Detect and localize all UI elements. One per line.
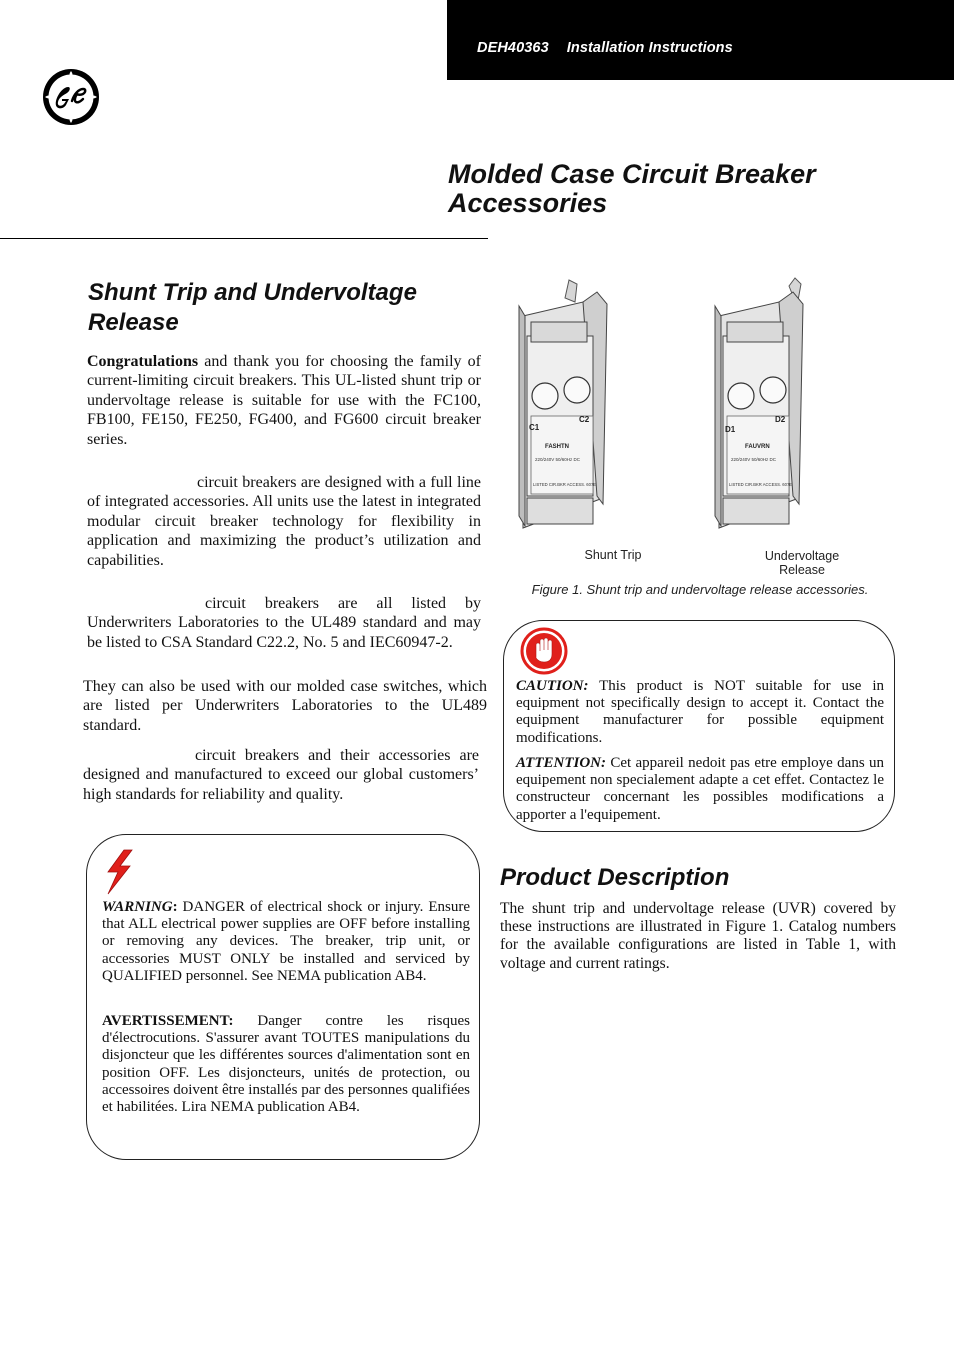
warning-body: DANGER of electrical shock or injury. Ensure that ALL electrical power supplies are OFF before installing or removing any devices. The breaker, trip unit, or accessories MUST ONLY be installed and serviced by QUALIFIED personnel. See NEMA publication AB4. [102,899,471,984]
warning-text: WARNING: DANGER of electrical shock or injury. Ensure that ALL electrical power supplies are OFF before installing or removing any devices. The breaker, trip unit, or accessories MUST ONLY be installed and serviced by QUALIFIED personnel. See NEMA publication AB4. [102,899,471,984]
header-text [477,40,733,56]
paragraph-quality: circuit breakers and their accessories are designed and manufactured to exceed our global customers’ high standards for reliability and quality. [83,747,479,803]
shunt-trip-device-image [519,280,607,528]
stop-hand-icon [520,627,568,675]
intro-text: and thank you for choosing the family of current-limiting circuit breakers. This UL-listed shunt trip or undervoltage release is suitable for use with the FC100, FB100, FE150, FE250, FG400, and FG600 circuit breaker series. [87,353,482,448]
doc-type: Installation Instructions [566,40,733,56]
page-title: Molded Case Circuit Breaker Accessories [448,159,816,218]
avertissement-body: Danger contre les risques d'électrocutions. S'assurer avant TOUTES manipulations du disjoncteur que les différentes sources d'alimentation sont en position OFF. Les disjoncteurs, unités de protection, ou accessoires doivent être installés par des personnes qualifiées et habilitées. Lira NEMA publication AB4. [102,1013,470,1116]
intro-lead: Congratulations [87,353,199,370]
warning-label: WARNING [102,899,173,915]
shunt-ratings: 220/240V 50/60Hz DC [535,457,581,462]
figure-label-uvr [752,549,852,577]
uvr-model: FAUVRN [745,444,770,450]
shunt-terminal-left: C1 [529,423,540,432]
shunt-listing: LISTED CIR.BKR ACCESS. 607E [533,482,597,487]
uvr-device-image [715,278,803,528]
figure-label-uvr-line1: Undervoltage [764,549,840,563]
figure-accessories [505,276,900,576]
uvr-listing: LISTED CIR.BKR ACCESS. 607E [729,482,793,487]
uvr-terminal-right: D2 [775,415,786,424]
avertissement-text [102,1013,470,1116]
title-divider [0,238,488,239]
doc-number: DEH40363 [477,40,549,56]
paragraph-accessories: circuit breakers are designed with a full line of integrated accessories. All units use the latest in integrated modular circuit breaker technology for flexibility in application and maximizing the product’s utilization and capabilities. [87,474,481,569]
figure-label-uvr-line2: Release [779,563,825,577]
figure-caption: Figure 1. Shunt trip and undervoltage release accessories. [531,582,869,597]
ge-monogram-logo [42,68,100,126]
paragraph-product-description: The shunt trip and undervoltage release (UVR) covered by these instructions are illustrated in Figure 1. Catalog numbers for the available configurations are listed in Table 1, with voltage and current ratings. [500,900,896,972]
uvr-ratings: 220/240V 50/60Hz DC [731,457,777,462]
figure-label-shunt-trip: Shunt Trip [584,548,642,562]
shunt-terminal-right: C2 [579,415,590,424]
paragraph-switches: They can also be used with our molded case switches, which are listed per Underwriters Laboratories to the UL489 standard. [83,678,487,734]
section-title-shunt-trip: Shunt Trip and Undervoltage Release [88,279,417,336]
paragraph-intro [87,352,481,449]
attention-label: ATTENTION: [516,755,606,771]
avertissement-label: AVERTISSEMENT: [102,1013,234,1029]
attention-text [516,755,884,824]
section-title-product-description: Product Description [500,864,730,891]
caution-label: CAUTION: [516,678,589,694]
attention-body: Cet appareil nedoit pas etre employe dans un equipement non specialement adapte a cet effet. Contactez le constructeur concernant les possibles modifications a apporter a l'equipement. [516,755,884,823]
shunt-model: FASHTN [545,444,569,450]
caution-text [516,678,884,747]
caution-body: This product is NOT suitable for use in equipment not specifically design to accept it. Contact the equipment manufacturer for possible equipment modifications. [516,678,884,746]
lightning-bolt-icon [102,848,136,896]
paragraph-listing: circuit breakers are all listed by Underwriters Laboratories to the UL489 standard and may be listed to CSA Standard C22.2, No. 5 and IEC60947-2. [87,595,481,651]
uvr-terminal-left: D1 [725,425,736,434]
